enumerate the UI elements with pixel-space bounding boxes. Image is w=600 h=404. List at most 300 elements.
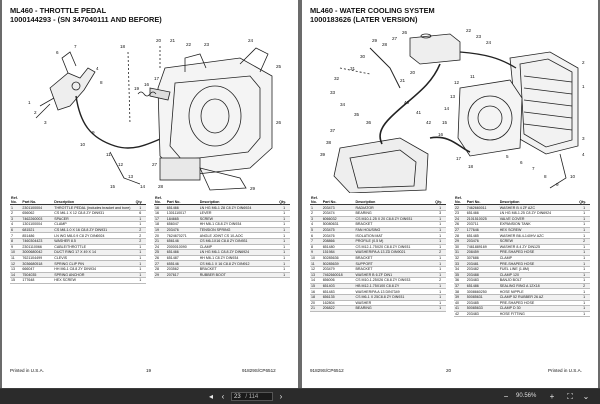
cell-description: TENSION SPRING (199, 227, 279, 233)
callout-14: 14 (444, 106, 450, 111)
callout-23: 23 (476, 34, 482, 39)
cell-part-no: 656135 (322, 294, 355, 300)
cell-ref: 18 (310, 294, 322, 300)
cell-qty: 1 (578, 300, 590, 306)
cell-ref: 10 (10, 250, 21, 256)
cell-part-no: 651466 (166, 205, 199, 211)
callout-28: 28 (158, 184, 164, 189)
cell-part-no: 184665 (166, 216, 199, 222)
cell-qty: 2 (434, 250, 446, 256)
cell-part-no: 651486 (466, 283, 499, 289)
cell-part-no: 651485 (466, 233, 499, 239)
cell-description: CLAMP 52 RUBBER 26 AZ (499, 294, 579, 300)
zoom-out-button[interactable]: − (503, 392, 509, 401)
cell-part-no: 651466 (166, 250, 199, 256)
cell-ref: 28 (154, 266, 166, 272)
cell-part-no: 203711 (466, 222, 499, 228)
callout-36: 36 (366, 120, 372, 125)
callout-14: 14 (140, 184, 146, 189)
table-row (454, 311, 590, 317)
col-qty: Qty. (135, 196, 146, 205)
throttle-pedal-diagram (10, 28, 292, 193)
cell-qty: 1 (434, 261, 446, 267)
cell-ref: 11 (10, 255, 21, 261)
callout-39: 39 (320, 152, 326, 157)
cell-qty: 1 (578, 227, 590, 233)
cell-qty: 1 (278, 250, 290, 256)
cell-part-no: 681521 (21, 227, 53, 233)
cell-part-no: 2000010090 (166, 244, 199, 250)
cell-qty: 1 (434, 294, 446, 300)
cell-description: FUEL LINE (1.8M) (499, 266, 579, 272)
cell-part-no: 3008660250 (466, 289, 499, 295)
cell-ref: 26 (154, 255, 166, 261)
cell-part-no: 656047 (166, 222, 199, 228)
cell-qty: 1 (578, 233, 590, 239)
fit-page-icon[interactable]: ⛶ (567, 391, 573, 401)
callout-4: 4 (96, 66, 99, 71)
callout-20: 20 (410, 70, 416, 75)
callout-13: 13 (450, 94, 456, 99)
cell-description: WASHER B 6 ZF DIN1 (355, 272, 435, 278)
cell-ref: 14 (310, 278, 322, 284)
cell-ref: 27 (454, 227, 466, 233)
cell-description: CLAMP (199, 244, 279, 250)
cell-description: ISOLATION MAT (355, 233, 435, 239)
cell-part-no: 151984 (322, 250, 355, 256)
cell-part-no: 50285639 (322, 261, 355, 267)
next-page-button[interactable]: › (279, 392, 283, 401)
callout-2: 2 (34, 110, 37, 115)
callout-13: 13 (128, 174, 134, 179)
table-row (310, 306, 446, 312)
cell-part-no: 50285636 (322, 255, 355, 261)
cell-part-no: 651480 (322, 244, 355, 250)
footer-doc-code: 91829S/CP6512 (310, 368, 344, 373)
cell-description: WASHER/PA A 13 ZD DIN9021 (355, 250, 435, 256)
cell-ref: 2 (310, 211, 322, 217)
cell-ref: 15 (10, 278, 21, 284)
title-line1: ML460 - WATER COOLING SYSTEM (310, 6, 435, 15)
cell-description: BEARING (355, 211, 435, 217)
cell-ref: 20 (154, 233, 166, 239)
callout-27: 27 (152, 162, 158, 167)
cell-part-no: 655146 (166, 261, 199, 267)
cell-ref: 11 (310, 261, 322, 267)
cell-qty: 2 (135, 233, 146, 239)
cell-qty: 1 (278, 222, 290, 228)
cell-ref: 36 (454, 278, 466, 284)
cell-qty: 1 (578, 211, 590, 217)
cell-qty: 1 (434, 272, 446, 278)
page-total: / 114 (245, 394, 259, 400)
cell-part-no: 203482 (466, 266, 499, 272)
cell-qty: 1 (135, 255, 146, 261)
footer-doc-code: 91829S/CP6512 (242, 368, 276, 373)
cell-description: DUCT RING 17 X 49 X 14 (53, 250, 134, 256)
cell-description: SPACER (53, 216, 134, 222)
callout-33: 33 (330, 90, 336, 95)
cell-description: HH M6-1 C8.8 ZY DIN934 (53, 266, 134, 272)
cell-part-no: 203483 (466, 311, 499, 317)
table-row (10, 278, 146, 284)
callout-30: 30 (360, 54, 366, 59)
col-qty: Qty. (278, 196, 290, 205)
cell-description: RUBBER BOOT (199, 272, 279, 278)
cell-part-no: 203481 (466, 261, 499, 267)
footer-page-number: 19 (146, 368, 152, 373)
cell-description: CS M8-1.0 X 16 C8.8 ZY DIN931 (53, 227, 134, 233)
cell-part-no: 3036680518 (21, 261, 53, 267)
cell-part-no: 2301100004 (21, 205, 53, 211)
callout-6: 6 (520, 160, 523, 165)
callout-15: 15 (442, 120, 448, 125)
cell-ref: 8 (310, 244, 322, 250)
cell-part-no: 851486 (21, 233, 53, 239)
cell-part-no: 203488 (466, 272, 499, 278)
cell-ref: 26 (454, 222, 466, 228)
cell-description: RADIATOR (355, 205, 435, 211)
cell-qty: 1 (278, 205, 290, 211)
cell-ref: 24 (454, 216, 466, 222)
cell-ref: 39 (454, 294, 466, 300)
callout-11: 11 (470, 74, 475, 79)
cell-qty: 1 (278, 211, 290, 217)
col-ref: Ref. No. (310, 196, 322, 205)
callout-16: 16 (144, 82, 150, 87)
callout-32: 32 (334, 76, 340, 81)
page-current: 23 (234, 394, 241, 400)
cell-part-no: 207617 (166, 272, 199, 278)
callout-25: 25 (276, 64, 282, 69)
parts-table-right-2 (454, 196, 590, 317)
cell-ref: 25 (154, 250, 166, 256)
cell-ref: 16 (154, 205, 166, 211)
col-qty: Qty. (434, 196, 446, 205)
cell-part-no: 2101510025 (466, 216, 499, 222)
cell-ref: 30 (454, 244, 466, 250)
callout-15: 15 (110, 184, 116, 189)
zoom-in-button[interactable]: + (549, 392, 555, 401)
cell-qty: 1 (135, 261, 146, 267)
cell-ref: 7 (10, 233, 21, 239)
cell-ref: 9 (10, 244, 21, 250)
cell-description: SPRING ANCHOR (53, 272, 134, 278)
callout-18: 18 (120, 44, 126, 49)
cell-ref: 41 (454, 306, 466, 312)
viewer-toolbar (0, 388, 600, 404)
cell-description: EXPANSION TANK (499, 222, 579, 228)
cell-ref: 27 (154, 261, 166, 267)
cell-ref: 18 (154, 222, 166, 228)
cell-part-no: 50085631 (466, 294, 499, 300)
cell-description: WASHER 8.5 (53, 238, 134, 244)
cell-part-no: 651466 (466, 211, 499, 217)
menu-chevron-icon[interactable]: ⌄ (582, 392, 590, 401)
cell-description: BEARING (355, 306, 435, 312)
col-ref: Ref. No. (454, 196, 466, 205)
cell-qty: 1 (434, 289, 446, 295)
callout-1: 1 (582, 84, 585, 89)
callout-37: 37 (330, 128, 336, 133)
cell-ref: 13 (310, 272, 322, 278)
cell-description: PROFILE (0.5 M) (355, 238, 435, 244)
first-page-button[interactable]: ◂ (208, 392, 213, 401)
cell-ref: 22 (454, 205, 466, 211)
cell-qty: 1 (578, 250, 590, 256)
cell-qty: 1 (578, 266, 590, 272)
cell-ref: 16 (310, 289, 322, 295)
title-line2: 1000183626 (LATER VERSION) (310, 14, 418, 24)
callout-3: 3 (44, 120, 47, 125)
cell-description: THROTTLE PEDAL (includes bracket and bore) (53, 205, 134, 211)
cell-part-no: 656006 (322, 278, 355, 284)
cell-ref: 38 (454, 289, 466, 295)
callout-22: 22 (186, 42, 192, 47)
cell-ref: 7 (310, 238, 322, 244)
cell-ref: 21 (310, 306, 322, 312)
col-description: Description (199, 196, 279, 205)
cell-ref: 24 (154, 244, 166, 250)
title-line2: 1000144293 - (SN 347040111 AND BEFORE) (10, 14, 162, 24)
cell-description: SPRING CLIP PIN (53, 261, 134, 267)
cell-description: CS M6-1X16 C8.8 ZY DIN931 (199, 238, 279, 244)
title-line1: ML460 - THROTTLE PEDAL (10, 6, 107, 15)
cell-part-no: 203475 (322, 227, 355, 233)
callout-24: 24 (248, 38, 254, 43)
left-page (2, 0, 298, 388)
cell-qty: 6 (135, 211, 146, 217)
cell-part-no: 2301110066 (21, 244, 53, 250)
cell-description: WASHER B6.4-140HV AZC (499, 233, 579, 239)
footer-page-number: 20 (446, 368, 452, 373)
cell-ref: 6 (310, 233, 322, 239)
cell-ref: 29 (454, 238, 466, 244)
cell-part-no: 203473 (322, 205, 355, 211)
callout-35: 35 (354, 112, 360, 117)
cell-qty: 1 (278, 272, 290, 278)
cell-part-no: 7462660018 (322, 272, 355, 278)
cell-part-no: 208866 (322, 238, 355, 244)
cell-part-no: 50085633 (466, 306, 499, 312)
cell-part-no: 203476 (466, 238, 499, 244)
cell-qty: 1 (135, 272, 146, 278)
cell-qty: 2 (578, 238, 590, 244)
cell-description: SCREW (499, 238, 579, 244)
col-part-no: Part No. (466, 196, 499, 205)
cell-qty: 1 (434, 227, 446, 233)
cell-part-no: 7621104499 (21, 255, 53, 261)
cell-description: BANJO BOLT (499, 278, 579, 284)
cell-ref: 8 (10, 238, 21, 244)
cell-qty: 1 (578, 255, 590, 261)
cell-part-no: 666047 (21, 266, 53, 272)
cell-description: SEALING RING A 12X18 (499, 283, 579, 289)
right-page (302, 0, 598, 388)
cell-ref: 6 (10, 227, 21, 233)
cell-part-no: 1301100004 (21, 222, 53, 228)
callout-8: 8 (544, 174, 547, 179)
page-number-field[interactable] (231, 392, 273, 401)
cell-qty: 1 (135, 250, 146, 256)
callout-23: 23 (204, 42, 210, 47)
cell-description: LEVER (199, 211, 279, 217)
cell-part-no: 6066032 (322, 216, 355, 222)
prev-page-button[interactable]: ‹ (221, 392, 225, 401)
cell-description: CS M10-1.25 X 20 C8.8 ZY DIN931 (355, 216, 435, 222)
cell-qty: 1 (578, 261, 590, 267)
cell-qty: 2 (434, 278, 446, 284)
callout-42: 42 (426, 120, 432, 125)
cell-qty: 1 (434, 306, 446, 312)
cell-ref: 12 (10, 261, 21, 267)
cell-description: HH M6-1 C8 ZY DIN934 (199, 255, 279, 261)
cell-qty: 1 (135, 205, 146, 211)
cell-qty: 1 (135, 278, 146, 284)
cell-description: CS M6-1 X 16 C8.8 ZY DIN912 (199, 261, 279, 267)
cell-description: PRE-SHAPED HOSE (499, 261, 579, 267)
cell-description: WASHER 8.4 ZY DIN125 (499, 244, 579, 250)
water-cooling-diagram (310, 28, 592, 193)
cell-ref: 1 (10, 205, 21, 211)
cell-ref: 32 (454, 255, 466, 261)
cell-ref: 19 (154, 227, 166, 233)
parts-table-left-2 (154, 196, 290, 278)
callout-41: 41 (416, 110, 422, 115)
callout-7: 7 (74, 44, 77, 49)
table-row (10, 205, 146, 211)
cell-qty: 2 (135, 227, 146, 233)
zoom-level[interactable]: 90.56% (516, 393, 537, 399)
footer-print-note: Printed in U.S.A. (548, 368, 582, 373)
cell-description: LN WG M8-0.9 C8 ZY DIN6924 (53, 233, 134, 239)
cell-ref: 21 (154, 238, 166, 244)
cell-description: PRE-SHAPED HOSE (499, 300, 579, 306)
cell-ref: 20 (310, 300, 322, 306)
cell-ref: 4 (10, 222, 21, 228)
cell-description: CS M10-1.25X26 C8.8 ZY DIN933 (355, 278, 435, 284)
cell-qty: 1 (135, 266, 146, 272)
callout-12: 12 (454, 80, 460, 85)
callout-4: 4 (582, 152, 585, 157)
cell-qty: 1 (278, 261, 290, 267)
callout-26: 26 (402, 30, 408, 35)
cell-qty: 3 (434, 211, 446, 217)
cell-ref: 35 (454, 272, 466, 278)
cell-ref: 14 (10, 272, 21, 278)
callout-26: 26 (276, 120, 282, 125)
cell-ref: 16 (154, 211, 166, 217)
cell-part-no: 307686 (466, 255, 499, 261)
callout-10: 10 (570, 174, 576, 179)
callout-10: 10 (80, 142, 86, 147)
callout-34: 34 (340, 102, 346, 107)
cell-description: WASHER (355, 300, 435, 306)
callout-19: 19 (134, 86, 140, 91)
cell-part-no: 1301110017 (166, 211, 199, 217)
cell-qty: 1 (434, 255, 446, 261)
cell-description: CLAMP D 30 (499, 306, 579, 312)
cell-qty: 1 (434, 205, 446, 211)
cell-part-no: 7624670271 (166, 233, 199, 239)
parts-table-right-1 (310, 196, 446, 312)
cell-ref: 10 (310, 255, 322, 261)
col-ref: Ref. No. (154, 196, 166, 205)
cell-part-no: 203483 (466, 278, 499, 284)
cell-ref: 13 (10, 266, 21, 272)
col-description: Description (499, 196, 579, 205)
cell-qty: 1 (578, 272, 590, 278)
cell-qty: 1 (578, 294, 590, 300)
cell-part-no: 208459 (466, 250, 499, 256)
cell-qty: 1 (434, 222, 446, 228)
col-description: Description (355, 196, 435, 205)
cell-ref: 29 (154, 272, 166, 278)
cell-part-no: 7462260003 (21, 216, 53, 222)
callout-12: 12 (118, 162, 124, 167)
cell-description: HEX SCREW (499, 227, 579, 233)
callout-24: 24 (486, 40, 492, 45)
cell-qty: 1 (278, 216, 290, 222)
cell-qty: 1 (578, 289, 590, 295)
cell-description: SCREW (199, 216, 279, 222)
cell-part-no: 656062 (21, 211, 53, 217)
cell-ref: 40 (454, 300, 466, 306)
cell-description: CLAMP (53, 222, 134, 228)
cell-part-no: 177648 (21, 278, 53, 284)
cell-description: LN HG M6-1 C8.8 ZY DIN6924 (199, 250, 279, 256)
cell-qty: 1 (578, 306, 590, 312)
callout-11: 11 (106, 152, 111, 157)
callout-3: 3 (582, 136, 585, 141)
footer-print-note: Printed in U.S.A. (10, 368, 44, 373)
cell-part-no: 7460304423 (21, 238, 53, 244)
cell-qty: 1 (278, 238, 290, 244)
cell-description: FAN HOUSING (355, 227, 435, 233)
cell-description: VALVE COVER (499, 216, 579, 222)
cell-part-no: 651403 (322, 283, 355, 289)
cell-part-no: 203476 (322, 233, 355, 239)
cell-qty: 1 (135, 216, 146, 222)
col-part-no: Part No. (322, 196, 355, 205)
callout-17: 17 (154, 76, 160, 81)
cell-ref: 3 (310, 216, 322, 222)
callout-29: 29 (250, 186, 256, 191)
callout-9: 9 (92, 130, 95, 135)
callout-2: 2 (582, 60, 585, 65)
cell-ref: 17 (154, 216, 166, 222)
callout-40: 40 (404, 100, 410, 105)
cell-part-no: 162804 (322, 300, 355, 306)
cell-qty: 1 (578, 205, 590, 211)
cell-ref: 9 (310, 250, 322, 256)
cell-qty: 2 (578, 283, 590, 289)
cell-description: CS M6-1 X 12 C8.8 ZY DIN931 (53, 211, 134, 217)
cell-qty: 1 (278, 227, 290, 233)
cell-qty: 1 (434, 300, 446, 306)
cell-part-no: 203562 (166, 266, 199, 272)
cell-part-no: 7462660011 (466, 205, 499, 211)
cell-description: HH M6-1 C8.8 ZY DIN934 (199, 222, 279, 228)
cell-ref: 31 (454, 250, 466, 256)
callout-5: 5 (506, 154, 509, 159)
table-row (154, 272, 290, 278)
callout-18: 18 (468, 164, 474, 169)
cell-ref: 1 (310, 205, 322, 211)
cell-qty: 1 (434, 266, 446, 272)
page-title-right (310, 7, 435, 24)
cell-part-no: 206822 (322, 306, 355, 312)
